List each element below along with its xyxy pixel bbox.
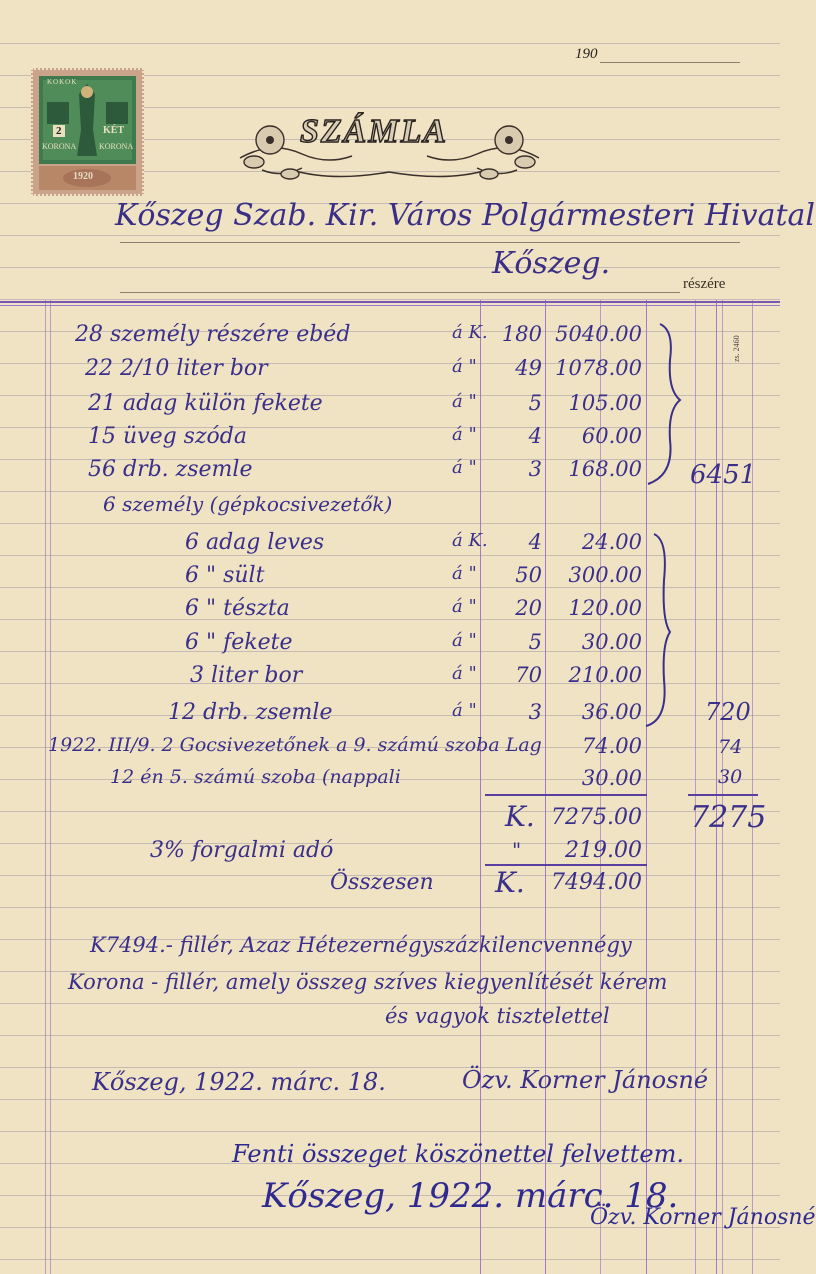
item-description: 6 adag leves bbox=[185, 530, 325, 555]
item-unit-price: 5 bbox=[528, 630, 542, 654]
item-description: 6 " fekete bbox=[185, 630, 293, 655]
item-unit-price: 4 bbox=[528, 530, 542, 554]
issuer-signature: Özv. Korner Jánosné bbox=[462, 1066, 709, 1094]
ruling-line bbox=[752, 300, 753, 1274]
page-number-rule bbox=[600, 62, 740, 63]
side-total-group2: 720 bbox=[705, 698, 751, 726]
tax-mark: " bbox=[512, 838, 522, 862]
item-amount: 36.00 bbox=[581, 700, 642, 724]
header-rule bbox=[0, 305, 780, 306]
item-unit-price: 3 bbox=[528, 457, 542, 481]
tax-amount: 219.00 bbox=[565, 838, 642, 863]
item-amount: 30.00 bbox=[581, 766, 642, 790]
invoice-title: SZÁMLA bbox=[300, 113, 449, 150]
item-amount: 30.00 bbox=[581, 630, 642, 654]
recipient-rule bbox=[120, 242, 740, 243]
item-description: 6 " sült bbox=[185, 563, 265, 588]
recipient-name: Kőszeg Szab. Kir. Város Polgármesteri Hivatal bbox=[115, 198, 816, 233]
item-description: 12 én 5. számú szoba (nappali bbox=[110, 766, 401, 788]
item-unit: á " bbox=[452, 424, 477, 445]
item-unit-price: 49 bbox=[515, 356, 542, 380]
item-unit-price: 20 bbox=[515, 596, 542, 620]
item-unit: á " bbox=[452, 596, 477, 617]
item-amount: 60.00 bbox=[581, 424, 642, 448]
side-note: zs. 2460 bbox=[732, 335, 741, 362]
item-unit: á " bbox=[452, 563, 477, 584]
ruling-line bbox=[695, 300, 696, 1274]
item-unit: á " bbox=[452, 663, 477, 684]
receipt-signature: Özv. Korner Jánosné bbox=[590, 1205, 816, 1230]
subtotal-amount: 7275.00 bbox=[551, 805, 642, 830]
item-amount: 1078.00 bbox=[555, 356, 642, 380]
item-unit: á " bbox=[452, 700, 477, 721]
header-rule bbox=[0, 301, 780, 303]
item-unit: á K. bbox=[452, 530, 488, 551]
side-total-group1: 6451 bbox=[690, 460, 757, 490]
item-amount: 300.00 bbox=[568, 563, 642, 587]
stamp-right-unit: KORONA bbox=[99, 142, 134, 151]
stamp-top-text: KOKOK bbox=[47, 78, 78, 86]
recipient-suffix: részére bbox=[683, 276, 726, 292]
item-unit: á " bbox=[452, 391, 477, 412]
issue-place-date: Kőszeg, 1922. márc. 18. bbox=[92, 1068, 386, 1096]
item-description: 28 személy részére ebéd bbox=[75, 322, 351, 347]
item-amount: 210.00 bbox=[568, 663, 642, 687]
amount-in-words-line2: Korona - fillér, amely összeg szíves kiegyenlítését kérem bbox=[68, 970, 668, 994]
receipt-place-date: Kőszeg, 1922. márc. 18. bbox=[262, 1176, 679, 1216]
stamp-year: 1920 bbox=[73, 171, 93, 182]
side-total-rule bbox=[688, 794, 758, 796]
item-description: 56 drb. zsemle bbox=[88, 457, 253, 482]
stamp-left-unit: KORONA bbox=[42, 142, 77, 151]
tax-label: 3% forgalmi adó bbox=[150, 838, 334, 863]
item-description: 21 adag külön fekete bbox=[88, 391, 323, 416]
item-unit-price: 3 bbox=[528, 700, 542, 724]
item-unit-price: 70 bbox=[515, 663, 542, 687]
subtotal-rule bbox=[485, 794, 647, 796]
ruling-line bbox=[45, 300, 46, 1274]
item-description: 15 üveg szóda bbox=[88, 424, 248, 449]
recipient-rule bbox=[120, 292, 680, 293]
ruling-line bbox=[50, 300, 51, 1274]
item-amount: 105.00 bbox=[568, 391, 642, 415]
item-unit: á " bbox=[452, 630, 477, 651]
item-amount: 120.00 bbox=[568, 596, 642, 620]
item-amount: 74.00 bbox=[581, 734, 642, 758]
item-description: 6 személy (gépkocsivezetők) bbox=[103, 492, 393, 516]
revenue-stamp bbox=[31, 68, 144, 196]
ruling-line bbox=[716, 300, 717, 1274]
item-unit-price: 180 bbox=[501, 322, 542, 346]
item-amount: 5040.00 bbox=[555, 322, 642, 346]
side-total-room2: 30 bbox=[718, 766, 743, 788]
item-unit-price: 50 bbox=[515, 563, 542, 587]
recipient-city: Kőszeg. bbox=[492, 246, 611, 281]
item-description: 3 liter bor bbox=[190, 663, 303, 688]
item-unit: á K. bbox=[452, 322, 488, 343]
amount-in-words-line1: K7494.- fillér, Azaz Hétezernégyszázkilencvennégy bbox=[90, 933, 632, 957]
closing-line: és vagyok tisztelettel bbox=[385, 1004, 610, 1028]
item-unit: á " bbox=[452, 457, 477, 478]
side-total-room1: 74 bbox=[718, 736, 743, 758]
grand-total-unit: K. bbox=[495, 866, 525, 899]
grand-total-label: Összesen bbox=[330, 870, 434, 895]
item-unit-price: 5 bbox=[528, 391, 542, 415]
receipt-line: Fenti összeget köszönettel felvettem. bbox=[232, 1140, 684, 1168]
group1-brace-icon bbox=[640, 320, 690, 490]
ruling-line bbox=[480, 300, 481, 1274]
side-total-final: 7275 bbox=[690, 800, 767, 835]
page-number: 190 bbox=[575, 46, 598, 62]
item-unit-price: 4 bbox=[528, 424, 542, 448]
grand-total-amount: 7494.00 bbox=[551, 870, 642, 895]
item-description: 6 " tészta bbox=[185, 596, 290, 621]
stamp-right-value: KÉT bbox=[103, 125, 125, 136]
item-description: 12 drb. zsemle bbox=[168, 700, 333, 725]
group2-brace-icon bbox=[640, 530, 690, 730]
subtotal-label: K. bbox=[505, 800, 535, 833]
item-amount: 24.00 bbox=[581, 530, 642, 554]
item-description: 1922. III/9. 2 Gocsivezetőnek a 9. számú szoba Lag bbox=[48, 734, 542, 756]
stamp-left-value: 2 bbox=[53, 125, 65, 137]
item-description: 22 2/10 liter bor bbox=[85, 356, 268, 381]
item-amount: 168.00 bbox=[568, 457, 642, 481]
item-unit: á " bbox=[452, 356, 477, 377]
